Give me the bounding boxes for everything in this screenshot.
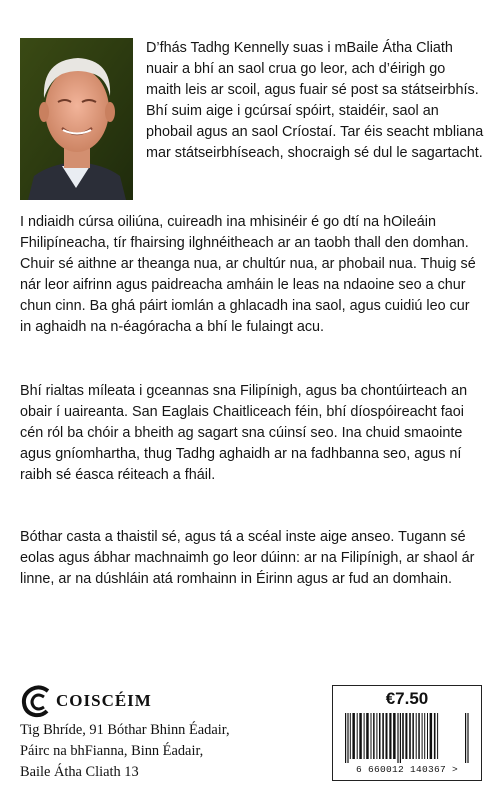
barcode-bar: [402, 713, 404, 759]
barcode-bar: [379, 713, 381, 759]
barcode-bar: [386, 713, 388, 759]
barcode-bar: [389, 713, 391, 759]
barcode-bar: [400, 713, 401, 763]
barcode-bar: [467, 713, 468, 763]
barcode-bar: [405, 713, 407, 759]
address-line-1: Tig Bhríde, 91 Bóthar Bhinn Éadair,: [20, 722, 230, 738]
barcode-bar: [350, 713, 351, 759]
address-line-2: Páirc na bhFianna, Binn Éadair,: [20, 743, 204, 759]
blurb-paragraph-4: Bóthar casta a thaistil sé, agus tá a scéal inste aige anseo. Tugann sé eolas agus ábhar machnaimh go leor dúinn: ar na Filipínigh, ar shaol ár linne, ar na dúshláin atá romhainn in Éirinn agus ar fud an domhain.: [20, 529, 475, 587]
barcode-bar: [434, 713, 436, 759]
barcode-bar: [366, 713, 369, 759]
barcode-bar: [430, 713, 433, 759]
barcode-bar: [424, 713, 425, 759]
price-barcode-box: [332, 685, 482, 781]
barcode-bar: [371, 713, 372, 759]
author-photo: [20, 38, 133, 200]
price-label: €7.50: [385, 689, 429, 708]
barcode-bar: [416, 713, 417, 759]
barcode-bar: [409, 713, 411, 759]
barcode-bar: [418, 713, 420, 759]
barcode-bar: [437, 713, 438, 759]
barcode-bar: [357, 713, 358, 759]
address-line-3: Baile Átha Cliath 13: [20, 764, 139, 780]
publisher-address: [20, 720, 230, 783]
barcode-bar: [465, 713, 466, 763]
publisher-logo: [20, 683, 250, 719]
barcode-bar: [422, 713, 423, 759]
barcode-bar: [397, 713, 398, 763]
barcode: [343, 713, 471, 763]
blurb-paragraph-3: Bhí rialtas míleata i gceannas sna Filipínigh, agus ba chontúirteach an obair í uaireanta. San Eaglais Chaitliceach féin, bhí díospóireacht faoi cén ról ba chóir a bheith ag sagart sna cúinsí seo. Ina chuid smaointe agus gníomhartha, thug Tadhg aghaidh ar na fadhbanna seo, agus ní raibh sé éasca réiteach a fháil.: [20, 383, 468, 483]
barcode-bar: [382, 713, 384, 759]
barcode-number: 6 660012 140367 >: [355, 764, 458, 775]
barcode-bar: [347, 713, 348, 763]
barcode-bar: [412, 713, 414, 759]
blurb-paragraph-2: I ndiaidh cúrsa oiliúna, cuireadh ina mhisinéir é go dtí na hOileáin Fhilipíneacha, tír fhairsing ilghnéitheach ar an taobh thall den domhan. Chuir sé aithne ar theanga nua, ar chultúr nua, ar phobail nua. Thuig sé nár leor aifrinn agus paidreacha amháin le leas na ndaoine seo a chur chun cinn. Ba ghá páirt iomlán a ghlacadh ina saol, agus cuidiú leo cur in aghaidh na n-éagóracha a bhí le fulaingt acu.: [20, 214, 476, 335]
barcode-bar: [345, 713, 346, 763]
publisher-logo-mark: [20, 683, 54, 719]
barcode-bar: [393, 713, 396, 759]
barcode-bar: [364, 713, 365, 759]
publisher-name: COISCÉIM: [56, 691, 152, 710]
barcode-bar: [359, 713, 362, 759]
blurb-paragraph-1: D’fhás Tadhg Kennelly suas i mBaile Átha Cliath nuair a bhí an saol crua go leor, ach d’éirigh go maith leis ar scoil, agus fuair sé post sa státseirbhís. Bhí suim aige i gcúrsaí spóirt, staidéir, saol an phobail agus an saol Críostaí. Tar éis seacht mbliana mar státseirbhíseach, shocraigh sé dul le sagartacht.: [146, 40, 484, 161]
barcode-bar: [376, 713, 377, 759]
barcode-bar: [373, 713, 375, 759]
barcode-bar: [427, 713, 428, 759]
barcode-bar: [352, 713, 355, 759]
